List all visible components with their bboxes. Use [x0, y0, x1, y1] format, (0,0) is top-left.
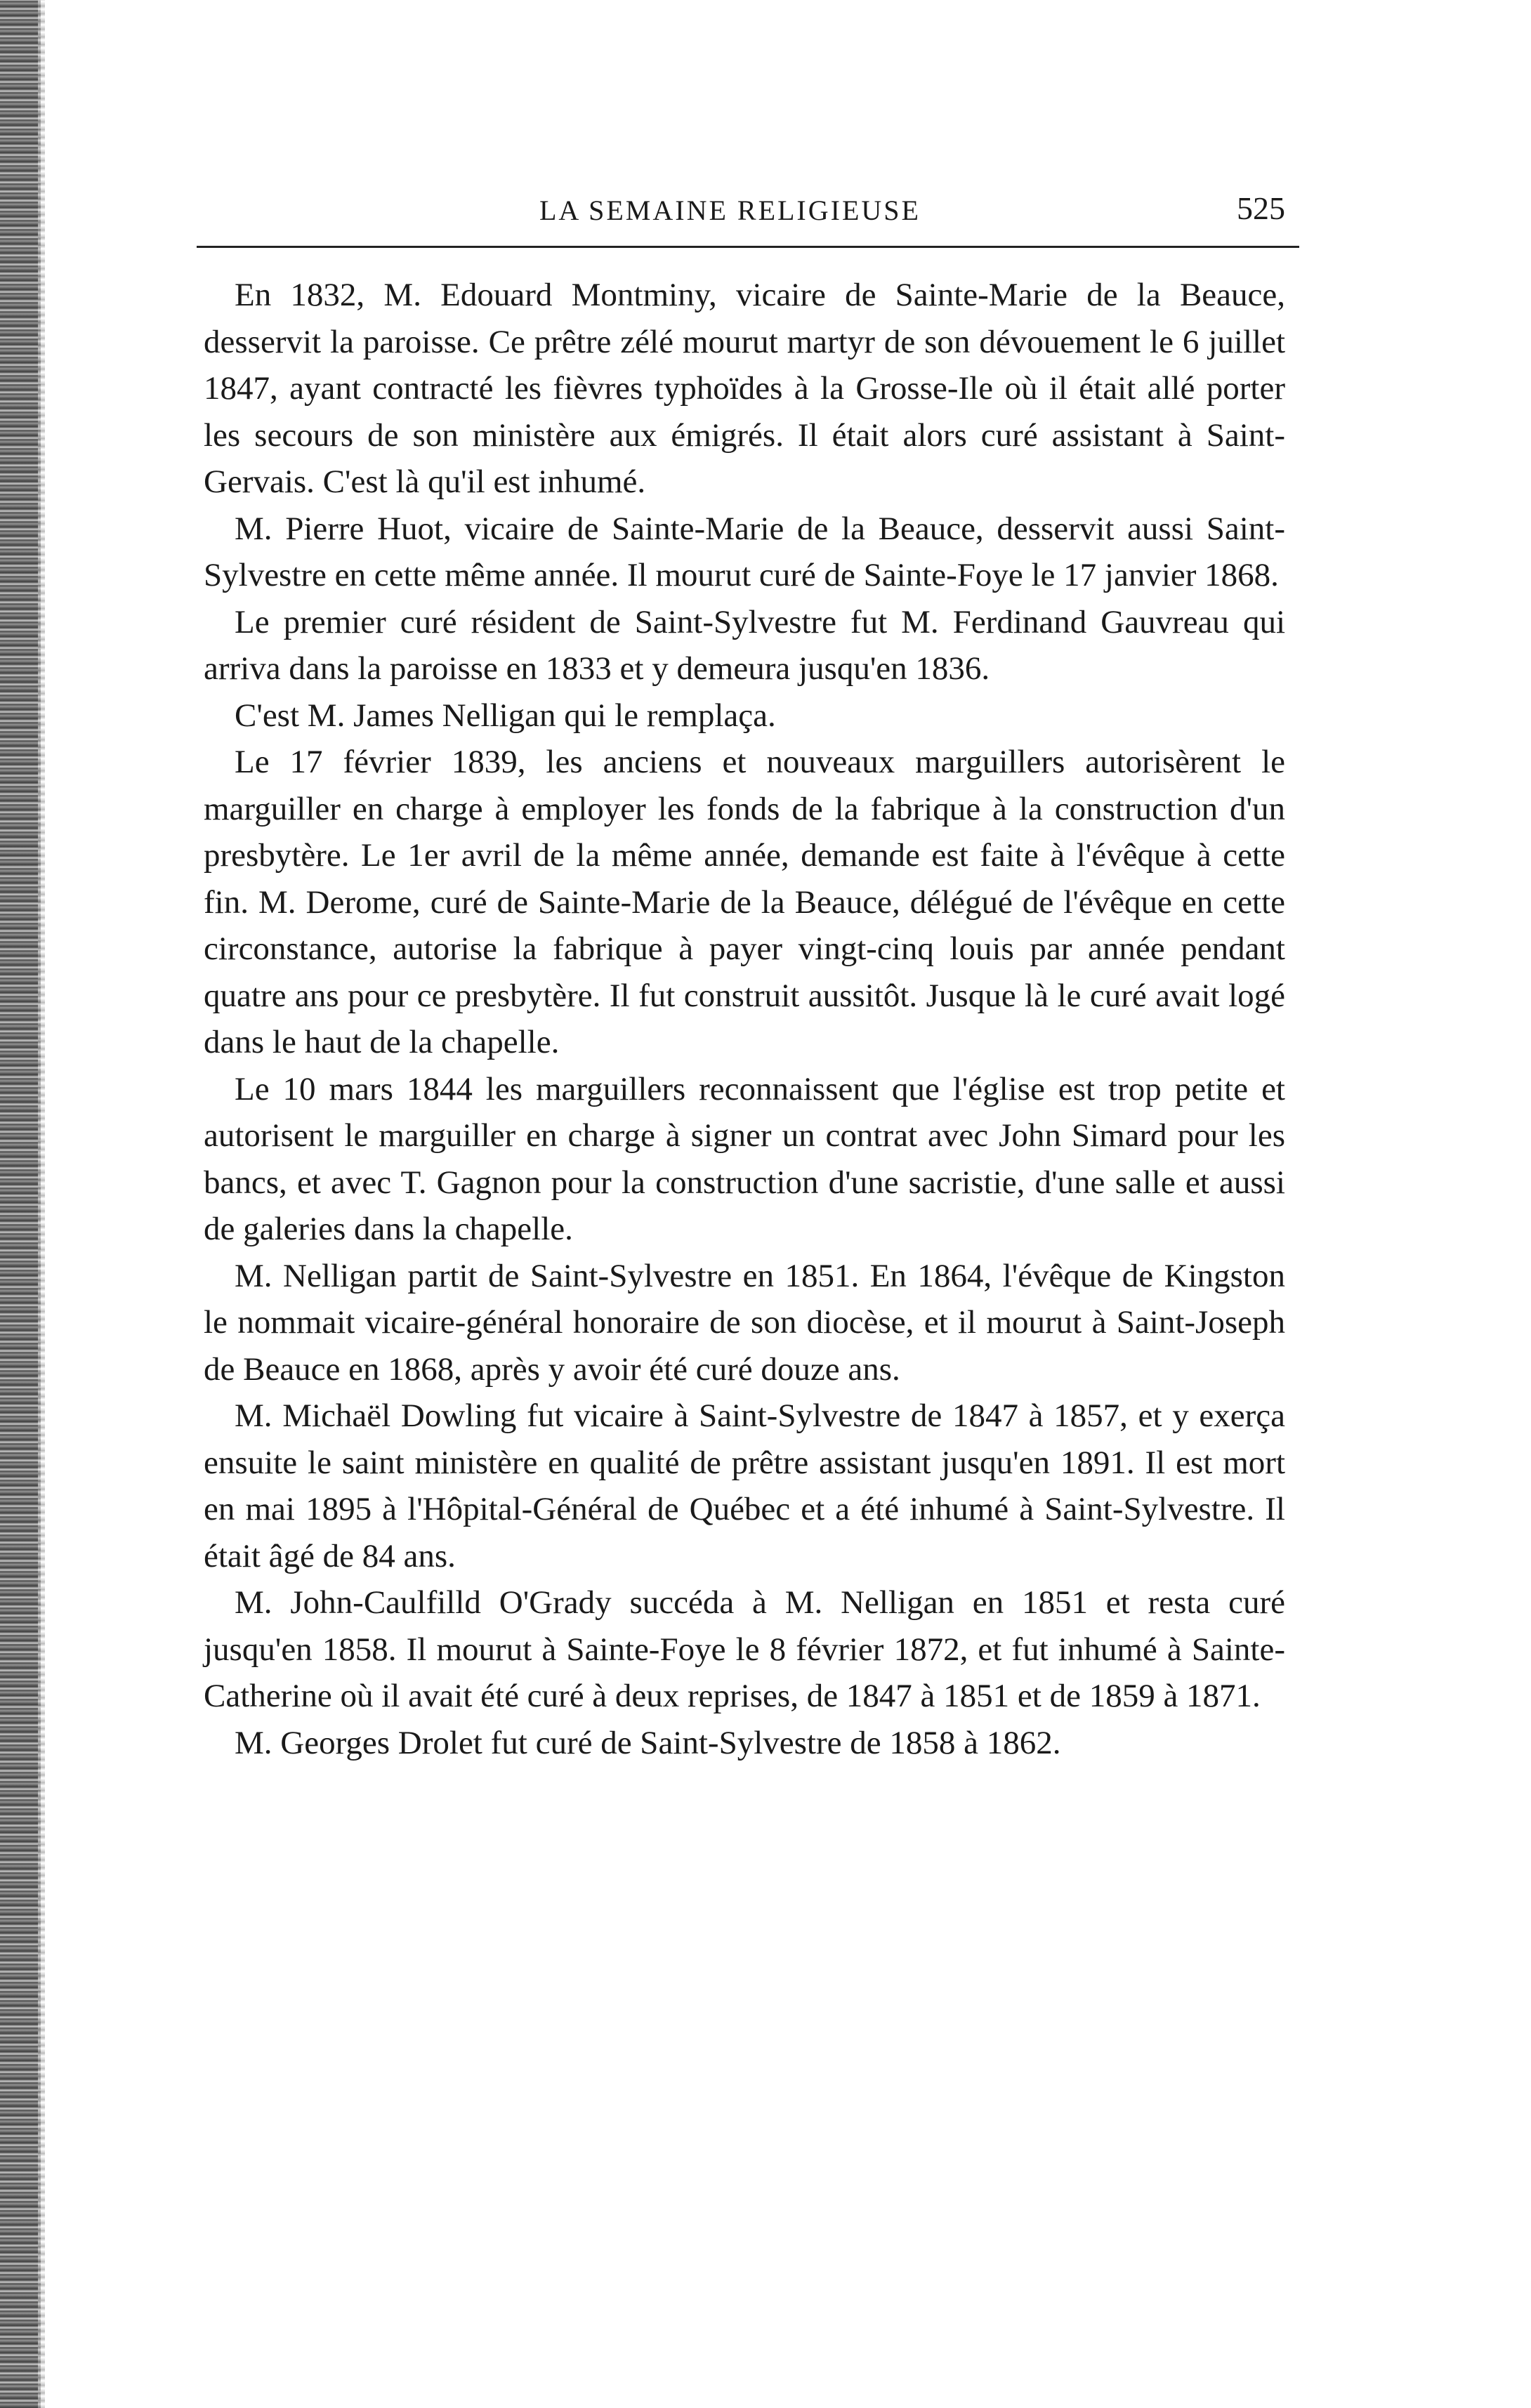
- paragraph: M. Pierre Huot, vicaire de Sainte-Marie de la Beauce, desservit aussi Saint-Sylvestre en cette même année. Il mourut curé de Sainte-Foye le 17 janvier 1868.: [204, 510, 1285, 593]
- running-title: LA SEMAINE RELIGIEUSE: [539, 195, 921, 226]
- paragraph: Le 17 février 1839, les anciens et nouveaux marguillers autorisèrent le marguiller en charge à employer les fonds de la fabrique à la construction d'un presbytère. Le 1er avril de la même année, demande est faite à l'évêque à cette fin. M. Derome, curé de Sainte-Marie de la Beauce, délégué de l'évêque en cette circonstance, autorise la fabrique à payer vingt-cinq louis par année pendant quatre ans pour ce presbytère. Il fut construit aussitôt. Jusque là le curé avait logé dans le haut de la chapelle.: [204, 744, 1285, 1060]
- paragraph: M. Michaël Dowling fut vicaire à Saint-Sylvestre de 1847 à 1857, et y exerça ensuite le saint ministère en qualité de prêtre assistant jusqu'en 1891. Il est mort en mai 1895 à l'Hôpital-Général de Québec et a été inhumé à Saint-Sylvestre. Il était âgé de 84 ans.: [204, 1397, 1285, 1574]
- book-page: [204, 190, 1285, 1766]
- running-header: [204, 190, 1285, 232]
- paragraph: C'est M. James Nelligan qui le remplaça.: [235, 697, 776, 734]
- header-rule: [197, 246, 1299, 248]
- scanned-binding-edge: [0, 0, 41, 2408]
- body-text: [204, 272, 1285, 1766]
- paragraph: M. Georges Drolet fut curé de Saint-Sylvestre de 1858 à 1862.: [235, 1724, 1061, 1761]
- paragraph: M. John-Caulfilld O'Grady succéda à M. Nelligan en 1851 et resta curé jusqu'en 1858. Il mourut à Sainte-Foye le 8 février 1872, et fut inhumé à Sainte-Catherine où il avait été curé à deux reprises, de 1847 à 1851 et de 1859 à 1871.: [204, 1584, 1285, 1714]
- page-number: 525: [1237, 190, 1285, 226]
- paragraph: M. Nelligan partit de Saint-Sylvestre en 1851. En 1864, l'évêque de Kingston le nommait vicaire-général honoraire de son diocèse, et il mourut à Saint-Joseph de Beauce en 1868, après y avoir été curé douze ans.: [204, 1257, 1285, 1388]
- paragraph: En 1832, M. Edouard Montminy, vicaire de Sainte-Marie de la Beauce, desservit la paroisse. Ce prêtre zélé mourut martyr de son dévouement le 6 juillet 1847, ayant contracté les fièvres typhoïdes à la Grosse-Ile où il était allé porter les secours de son ministère aux émigrés. Il était alors curé assistant à Saint-Gervais. C'est là qu'il est inhumé.: [204, 277, 1285, 500]
- paragraph: Le 10 mars 1844 les marguillers reconnaissent que l'église est trop petite et autorisent le marguiller en charge à signer un contrat avec John Simard pour les bancs, et avec T. Gagnon pour la construction d'une sacristie, d'une salle et aussi de galeries dans la chapelle.: [204, 1070, 1285, 1247]
- paragraph: Le premier curé résident de Saint-Sylvestre fut M. Ferdinand Gauvreau qui arriva dans la paroisse en 1833 et y demeura jusqu'en 1836.: [204, 603, 1285, 687]
